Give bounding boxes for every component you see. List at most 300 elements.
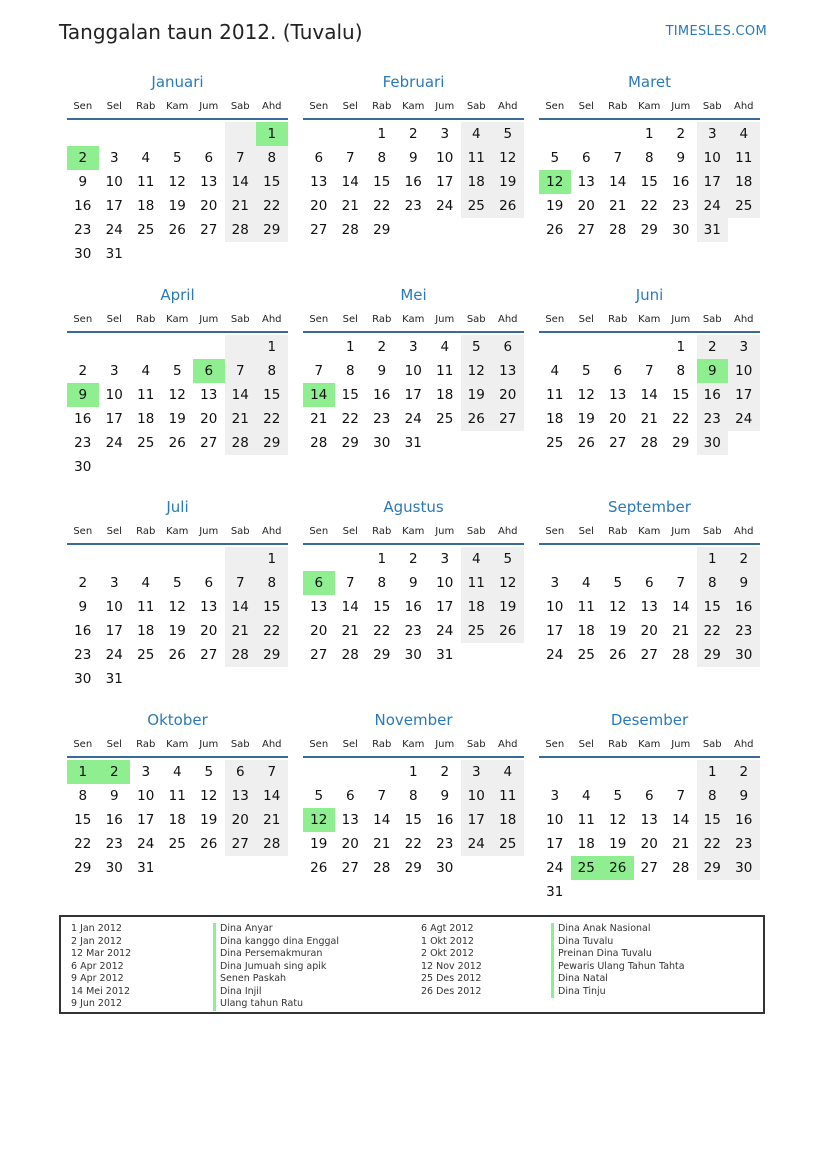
day-cell[interactable]: 21	[256, 808, 288, 832]
day-cell[interactable]: 22	[373, 623, 391, 639]
day-cell[interactable]: 12	[609, 812, 627, 828]
day-cell[interactable]: 29	[373, 222, 391, 238]
day-cell[interactable]: 10	[697, 146, 729, 170]
day-cell[interactable]: 12	[168, 387, 186, 403]
day-cell[interactable]: 3	[440, 126, 450, 142]
day-cell[interactable]: 16	[672, 174, 690, 190]
day-cell[interactable]: 28	[256, 832, 288, 856]
day-cell[interactable]: 23	[728, 619, 760, 643]
day-cell[interactable]: 24	[105, 222, 123, 238]
day-cell[interactable]: 23	[74, 222, 92, 238]
day-cell[interactable]: 22	[672, 411, 690, 427]
day-cell[interactable]: 21	[672, 623, 690, 639]
day-cell[interactable]: 5	[204, 764, 214, 780]
day-cell[interactable]: 2	[728, 547, 760, 571]
day-cell[interactable]: 26	[602, 856, 634, 880]
day-cell[interactable]: 16	[373, 387, 391, 403]
day-cell[interactable]: 10	[546, 812, 564, 828]
day-cell[interactable]: 25	[137, 435, 155, 451]
day-cell[interactable]: 20	[577, 198, 595, 214]
day-cell[interactable]: 30	[105, 860, 123, 876]
day-cell[interactable]: 1	[256, 335, 288, 359]
day-cell[interactable]: 18	[137, 623, 155, 639]
day-cell[interactable]: 24	[436, 198, 454, 214]
day-cell[interactable]: 19	[492, 170, 524, 194]
day-cell[interactable]: 16	[404, 174, 422, 190]
day-cell[interactable]: 1	[256, 122, 288, 146]
day-cell[interactable]: 29	[697, 856, 729, 880]
day-cell[interactable]: 31	[105, 671, 123, 687]
day-cell[interactable]: 22	[256, 619, 288, 643]
day-cell[interactable]: 24	[404, 411, 422, 427]
day-cell[interactable]: 12	[168, 174, 186, 190]
day-cell[interactable]: 30	[74, 459, 92, 475]
day-cell[interactable]: 29	[640, 222, 658, 238]
day-cell[interactable]: 13	[225, 784, 257, 808]
day-cell[interactable]: 15	[697, 595, 729, 619]
day-cell[interactable]: 11	[137, 599, 155, 615]
day-cell[interactable]: 3	[728, 335, 760, 359]
day-cell[interactable]: 1	[67, 760, 99, 784]
day-cell[interactable]: 11	[728, 146, 760, 170]
day-cell[interactable]: 14	[640, 387, 658, 403]
day-cell[interactable]: 17	[105, 198, 123, 214]
day-cell[interactable]: 26	[492, 194, 524, 218]
day-cell[interactable]: 31	[404, 435, 422, 451]
day-cell[interactable]: 11	[137, 387, 155, 403]
day-cell[interactable]: 17	[546, 623, 564, 639]
day-cell[interactable]: 15	[341, 387, 359, 403]
day-cell[interactable]: 6	[644, 575, 654, 591]
day-cell[interactable]: 27	[609, 435, 627, 451]
day-cell[interactable]: 10	[436, 150, 454, 166]
day-cell[interactable]: 3	[550, 788, 560, 804]
day-cell[interactable]: 9	[408, 575, 418, 591]
day-cell[interactable]: 19	[168, 623, 186, 639]
day-cell[interactable]: 8	[676, 363, 686, 379]
day-cell[interactable]: 7	[225, 571, 257, 595]
day-cell[interactable]: 8	[377, 150, 387, 166]
day-cell[interactable]: 5	[613, 788, 623, 804]
day-cell[interactable]: 21	[609, 198, 627, 214]
day-cell[interactable]: 5	[581, 363, 591, 379]
day-cell[interactable]: 18	[436, 387, 454, 403]
day-cell[interactable]: 14	[373, 812, 391, 828]
day-cell[interactable]: 16	[404, 599, 422, 615]
day-cell[interactable]: 4	[141, 150, 151, 166]
day-cell[interactable]: 2	[99, 760, 131, 784]
day-cell[interactable]: 12	[492, 571, 524, 595]
day-cell[interactable]: 13	[341, 812, 359, 828]
day-cell[interactable]: 3	[697, 122, 729, 146]
day-cell[interactable]: 10	[105, 387, 123, 403]
day-cell[interactable]: 26	[310, 860, 328, 876]
day-cell[interactable]: 26	[168, 435, 186, 451]
day-cell[interactable]: 27	[310, 222, 328, 238]
day-cell[interactable]: 24	[697, 194, 729, 218]
day-cell[interactable]: 1	[408, 764, 418, 780]
day-cell[interactable]: 11	[546, 387, 564, 403]
day-cell[interactable]: 9	[728, 784, 760, 808]
day-cell[interactable]: 14	[256, 784, 288, 808]
day-cell[interactable]: 21	[310, 411, 328, 427]
day-cell[interactable]: 3	[408, 339, 418, 355]
day-cell[interactable]: 8	[256, 571, 288, 595]
day-cell[interactable]: 5	[613, 575, 623, 591]
day-cell[interactable]: 16	[74, 411, 92, 427]
day-cell[interactable]: 25	[137, 222, 155, 238]
day-cell[interactable]: 6	[581, 150, 591, 166]
day-cell[interactable]: 3	[440, 551, 450, 567]
day-cell[interactable]: 27	[200, 222, 218, 238]
day-cell[interactable]: 12	[577, 387, 595, 403]
day-cell[interactable]: 9	[67, 383, 99, 407]
day-cell[interactable]: 11	[461, 571, 493, 595]
day-cell[interactable]: 20	[640, 836, 658, 852]
day-cell[interactable]: 7	[377, 788, 387, 804]
day-cell[interactable]: 2	[697, 335, 729, 359]
day-cell[interactable]: 7	[225, 146, 257, 170]
day-cell[interactable]: 14	[225, 383, 257, 407]
day-cell[interactable]: 21	[341, 198, 359, 214]
day-cell[interactable]: 9	[676, 150, 686, 166]
day-cell[interactable]: 24	[436, 623, 454, 639]
day-cell[interactable]: 28	[672, 647, 690, 663]
day-cell[interactable]: 11	[436, 363, 454, 379]
day-cell[interactable]: 14	[672, 599, 690, 615]
day-cell[interactable]: 8	[256, 359, 288, 383]
day-cell[interactable]: 30	[728, 643, 760, 667]
day-cell[interactable]: 31	[105, 246, 123, 262]
day-cell[interactable]: 2	[408, 551, 418, 567]
day-cell[interactable]: 10	[546, 599, 564, 615]
day-cell[interactable]: 26	[168, 647, 186, 663]
day-cell[interactable]: 7	[345, 575, 355, 591]
day-cell[interactable]: 22	[256, 407, 288, 431]
day-cell[interactable]: 25	[436, 411, 454, 427]
day-cell[interactable]: 8	[697, 571, 729, 595]
day-cell[interactable]: 19	[492, 595, 524, 619]
day-cell[interactable]: 12	[539, 170, 571, 194]
day-cell[interactable]: 1	[697, 760, 729, 784]
day-cell[interactable]: 6	[345, 788, 355, 804]
day-cell[interactable]: 28	[672, 860, 690, 876]
day-cell[interactable]: 1	[697, 547, 729, 571]
day-cell[interactable]: 9	[78, 174, 88, 190]
day-cell[interactable]: 13	[200, 174, 218, 190]
day-cell[interactable]: 19	[609, 836, 627, 852]
day-cell[interactable]: 12	[461, 359, 493, 383]
day-cell[interactable]: 27	[341, 860, 359, 876]
day-cell[interactable]: 15	[373, 174, 391, 190]
day-cell[interactable]: 5	[172, 363, 182, 379]
day-cell[interactable]: 7	[256, 760, 288, 784]
day-cell[interactable]: 8	[345, 363, 355, 379]
day-cell[interactable]: 13	[310, 174, 328, 190]
day-cell[interactable]: 1	[377, 126, 387, 142]
day-cell[interactable]: 14	[672, 812, 690, 828]
day-cell[interactable]: 15	[697, 808, 729, 832]
day-cell[interactable]: 13	[577, 174, 595, 190]
day-cell[interactable]: 12	[609, 599, 627, 615]
day-cell[interactable]: 29	[74, 860, 92, 876]
day-cell[interactable]: 28	[225, 431, 257, 455]
day-cell[interactable]: 5	[492, 547, 524, 571]
day-cell[interactable]: 11	[577, 599, 595, 615]
day-cell[interactable]: 29	[341, 435, 359, 451]
day-cell[interactable]: 20	[200, 623, 218, 639]
day-cell[interactable]: 3	[461, 760, 493, 784]
day-cell[interactable]: 19	[310, 836, 328, 852]
day-cell[interactable]: 2	[440, 764, 450, 780]
day-cell[interactable]: 29	[256, 431, 288, 455]
day-cell[interactable]: 27	[310, 647, 328, 663]
day-cell[interactable]: 16	[728, 808, 760, 832]
day-cell[interactable]: 5	[550, 150, 560, 166]
day-cell[interactable]: 16	[697, 383, 729, 407]
day-cell[interactable]: 26	[168, 222, 186, 238]
day-cell[interactable]: 3	[109, 575, 119, 591]
day-cell[interactable]: 10	[105, 174, 123, 190]
day-cell[interactable]: 8	[697, 784, 729, 808]
day-cell[interactable]: 12	[303, 808, 335, 832]
day-cell[interactable]: 23	[105, 836, 123, 852]
day-cell[interactable]: 11	[137, 174, 155, 190]
day-cell[interactable]: 15	[672, 387, 690, 403]
day-cell[interactable]: 9	[377, 363, 387, 379]
day-cell[interactable]: 7	[613, 150, 623, 166]
day-cell[interactable]: 3	[109, 363, 119, 379]
day-cell[interactable]: 13	[640, 599, 658, 615]
day-cell[interactable]: 2	[78, 575, 88, 591]
day-cell[interactable]: 22	[74, 836, 92, 852]
day-cell[interactable]: 30	[373, 435, 391, 451]
day-cell[interactable]: 22	[256, 194, 288, 218]
day-cell[interactable]: 3	[550, 575, 560, 591]
day-cell[interactable]: 20	[225, 808, 257, 832]
day-cell[interactable]: 25	[728, 194, 760, 218]
day-cell[interactable]: 18	[577, 836, 595, 852]
day-cell[interactable]: 21	[225, 619, 257, 643]
day-cell[interactable]: 22	[404, 836, 422, 852]
day-cell[interactable]: 16	[436, 812, 454, 828]
day-cell[interactable]: 9	[697, 359, 729, 383]
day-cell[interactable]: 28	[341, 222, 359, 238]
day-cell[interactable]: 18	[137, 411, 155, 427]
day-cell[interactable]: 24	[546, 647, 564, 663]
day-cell[interactable]: 17	[697, 170, 729, 194]
day-cell[interactable]: 22	[640, 198, 658, 214]
day-cell[interactable]: 26	[200, 836, 218, 852]
day-cell[interactable]: 14	[609, 174, 627, 190]
day-cell[interactable]: 4	[141, 363, 151, 379]
day-cell[interactable]: 2	[728, 760, 760, 784]
day-cell[interactable]: 7	[644, 363, 654, 379]
day-cell[interactable]: 27	[577, 222, 595, 238]
day-cell[interactable]: 8	[78, 788, 88, 804]
day-cell[interactable]: 1	[644, 126, 654, 142]
day-cell[interactable]: 20	[310, 623, 328, 639]
day-cell[interactable]: 8	[377, 575, 387, 591]
day-cell[interactable]: 13	[200, 599, 218, 615]
day-cell[interactable]: 19	[461, 383, 493, 407]
day-cell[interactable]: 30	[672, 222, 690, 238]
day-cell[interactable]: 19	[609, 623, 627, 639]
day-cell[interactable]: 25	[137, 647, 155, 663]
day-cell[interactable]: 20	[200, 411, 218, 427]
day-cell[interactable]: 1	[377, 551, 387, 567]
day-cell[interactable]: 18	[577, 623, 595, 639]
day-cell[interactable]: 4	[728, 122, 760, 146]
day-cell[interactable]: 29	[697, 643, 729, 667]
day-cell[interactable]: 22	[341, 411, 359, 427]
day-cell[interactable]: 17	[436, 599, 454, 615]
day-cell[interactable]: 5	[172, 150, 182, 166]
day-cell[interactable]: 23	[74, 435, 92, 451]
day-cell[interactable]: 30	[697, 431, 729, 455]
day-cell[interactable]: 7	[345, 150, 355, 166]
day-cell[interactable]: 15	[373, 599, 391, 615]
day-cell[interactable]: 6	[193, 359, 225, 383]
day-cell[interactable]: 10	[728, 359, 760, 383]
day-cell[interactable]: 5	[314, 788, 324, 804]
day-cell[interactable]: 30	[74, 671, 92, 687]
day-cell[interactable]: 24	[461, 832, 493, 856]
day-cell[interactable]: 23	[404, 198, 422, 214]
day-cell[interactable]: 18	[461, 595, 493, 619]
day-cell[interactable]: 29	[256, 643, 288, 667]
day-cell[interactable]: 4	[440, 339, 450, 355]
day-cell[interactable]: 18	[546, 411, 564, 427]
day-cell[interactable]: 17	[105, 623, 123, 639]
day-cell[interactable]: 4	[172, 764, 182, 780]
site-logo[interactable]: TIMESLES.COM	[665, 24, 767, 39]
day-cell[interactable]: 17	[728, 383, 760, 407]
day-cell[interactable]: 24	[105, 435, 123, 451]
day-cell[interactable]: 31	[137, 860, 155, 876]
day-cell[interactable]: 28	[373, 860, 391, 876]
day-cell[interactable]: 24	[105, 647, 123, 663]
day-cell[interactable]: 29	[373, 647, 391, 663]
day-cell[interactable]: 20	[310, 198, 328, 214]
day-cell[interactable]: 16	[728, 595, 760, 619]
day-cell[interactable]: 8	[644, 150, 654, 166]
day-cell[interactable]: 21	[341, 623, 359, 639]
day-cell[interactable]: 26	[577, 435, 595, 451]
day-cell[interactable]: 10	[436, 575, 454, 591]
day-cell[interactable]: 11	[577, 812, 595, 828]
day-cell[interactable]: 7	[225, 359, 257, 383]
day-cell[interactable]: 9	[109, 788, 119, 804]
day-cell[interactable]: 4	[550, 363, 560, 379]
day-cell[interactable]: 10	[105, 599, 123, 615]
day-cell[interactable]: 6	[204, 575, 214, 591]
day-cell[interactable]: 7	[676, 788, 686, 804]
day-cell[interactable]: 16	[74, 623, 92, 639]
day-cell[interactable]: 20	[200, 198, 218, 214]
day-cell[interactable]: 29	[256, 218, 288, 242]
day-cell[interactable]: 11	[492, 784, 524, 808]
day-cell[interactable]: 17	[546, 836, 564, 852]
day-cell[interactable]: 27	[492, 407, 524, 431]
day-cell[interactable]: 1	[345, 339, 355, 355]
day-cell[interactable]: 28	[310, 435, 328, 451]
day-cell[interactable]: 19	[546, 198, 564, 214]
day-cell[interactable]: 7	[676, 575, 686, 591]
day-cell[interactable]: 6	[314, 150, 324, 166]
day-cell[interactable]: 18	[492, 808, 524, 832]
day-cell[interactable]: 2	[408, 126, 418, 142]
day-cell[interactable]: 17	[137, 812, 155, 828]
day-cell[interactable]: 2	[377, 339, 387, 355]
day-cell[interactable]: 21	[640, 411, 658, 427]
day-cell[interactable]: 25	[168, 836, 186, 852]
day-cell[interactable]: 30	[728, 856, 760, 880]
day-cell[interactable]: 30	[436, 860, 454, 876]
day-cell[interactable]: 4	[581, 788, 591, 804]
day-cell[interactable]: 10	[404, 363, 422, 379]
day-cell[interactable]: 18	[461, 170, 493, 194]
day-cell[interactable]: 3	[141, 764, 151, 780]
day-cell[interactable]: 15	[74, 812, 92, 828]
day-cell[interactable]: 24	[728, 407, 760, 431]
day-cell[interactable]: 20	[640, 623, 658, 639]
day-cell[interactable]: 23	[373, 411, 391, 427]
day-cell[interactable]: 15	[256, 383, 288, 407]
day-cell[interactable]: 25	[461, 194, 493, 218]
day-cell[interactable]: 17	[436, 174, 454, 190]
day-cell[interactable]: 11	[461, 146, 493, 170]
day-cell[interactable]: 26	[492, 619, 524, 643]
day-cell[interactable]: 13	[200, 387, 218, 403]
day-cell[interactable]: 22	[373, 198, 391, 214]
day-cell[interactable]: 14	[341, 174, 359, 190]
day-cell[interactable]: 28	[225, 643, 257, 667]
day-cell[interactable]: 27	[225, 832, 257, 856]
day-cell[interactable]: 24	[546, 860, 564, 876]
day-cell[interactable]: 12	[200, 788, 218, 804]
day-cell[interactable]: 4	[461, 547, 493, 571]
day-cell[interactable]: 27	[200, 647, 218, 663]
day-cell[interactable]: 2	[78, 363, 88, 379]
day-cell[interactable]: 6	[492, 335, 524, 359]
day-cell[interactable]: 19	[168, 411, 186, 427]
day-cell[interactable]: 14	[303, 383, 335, 407]
day-cell[interactable]: 25	[461, 619, 493, 643]
day-cell[interactable]: 13	[609, 387, 627, 403]
day-cell[interactable]: 13	[310, 599, 328, 615]
day-cell[interactable]: 26	[546, 222, 564, 238]
day-cell[interactable]: 15	[256, 595, 288, 619]
day-cell[interactable]: 28	[341, 647, 359, 663]
day-cell[interactable]: 9	[728, 571, 760, 595]
day-cell[interactable]: 25	[492, 832, 524, 856]
day-cell[interactable]: 9	[78, 599, 88, 615]
day-cell[interactable]: 6	[644, 788, 654, 804]
day-cell[interactable]: 12	[492, 146, 524, 170]
day-cell[interactable]: 25	[577, 647, 595, 663]
day-cell[interactable]: 6	[225, 760, 257, 784]
day-cell[interactable]: 4	[581, 575, 591, 591]
day-cell[interactable]: 13	[492, 359, 524, 383]
day-cell[interactable]: 27	[200, 435, 218, 451]
day-cell[interactable]: 11	[168, 788, 186, 804]
day-cell[interactable]: 6	[204, 150, 214, 166]
day-cell[interactable]: 18	[137, 198, 155, 214]
day-cell[interactable]: 5	[492, 122, 524, 146]
day-cell[interactable]: 20	[492, 383, 524, 407]
day-cell[interactable]: 23	[74, 647, 92, 663]
